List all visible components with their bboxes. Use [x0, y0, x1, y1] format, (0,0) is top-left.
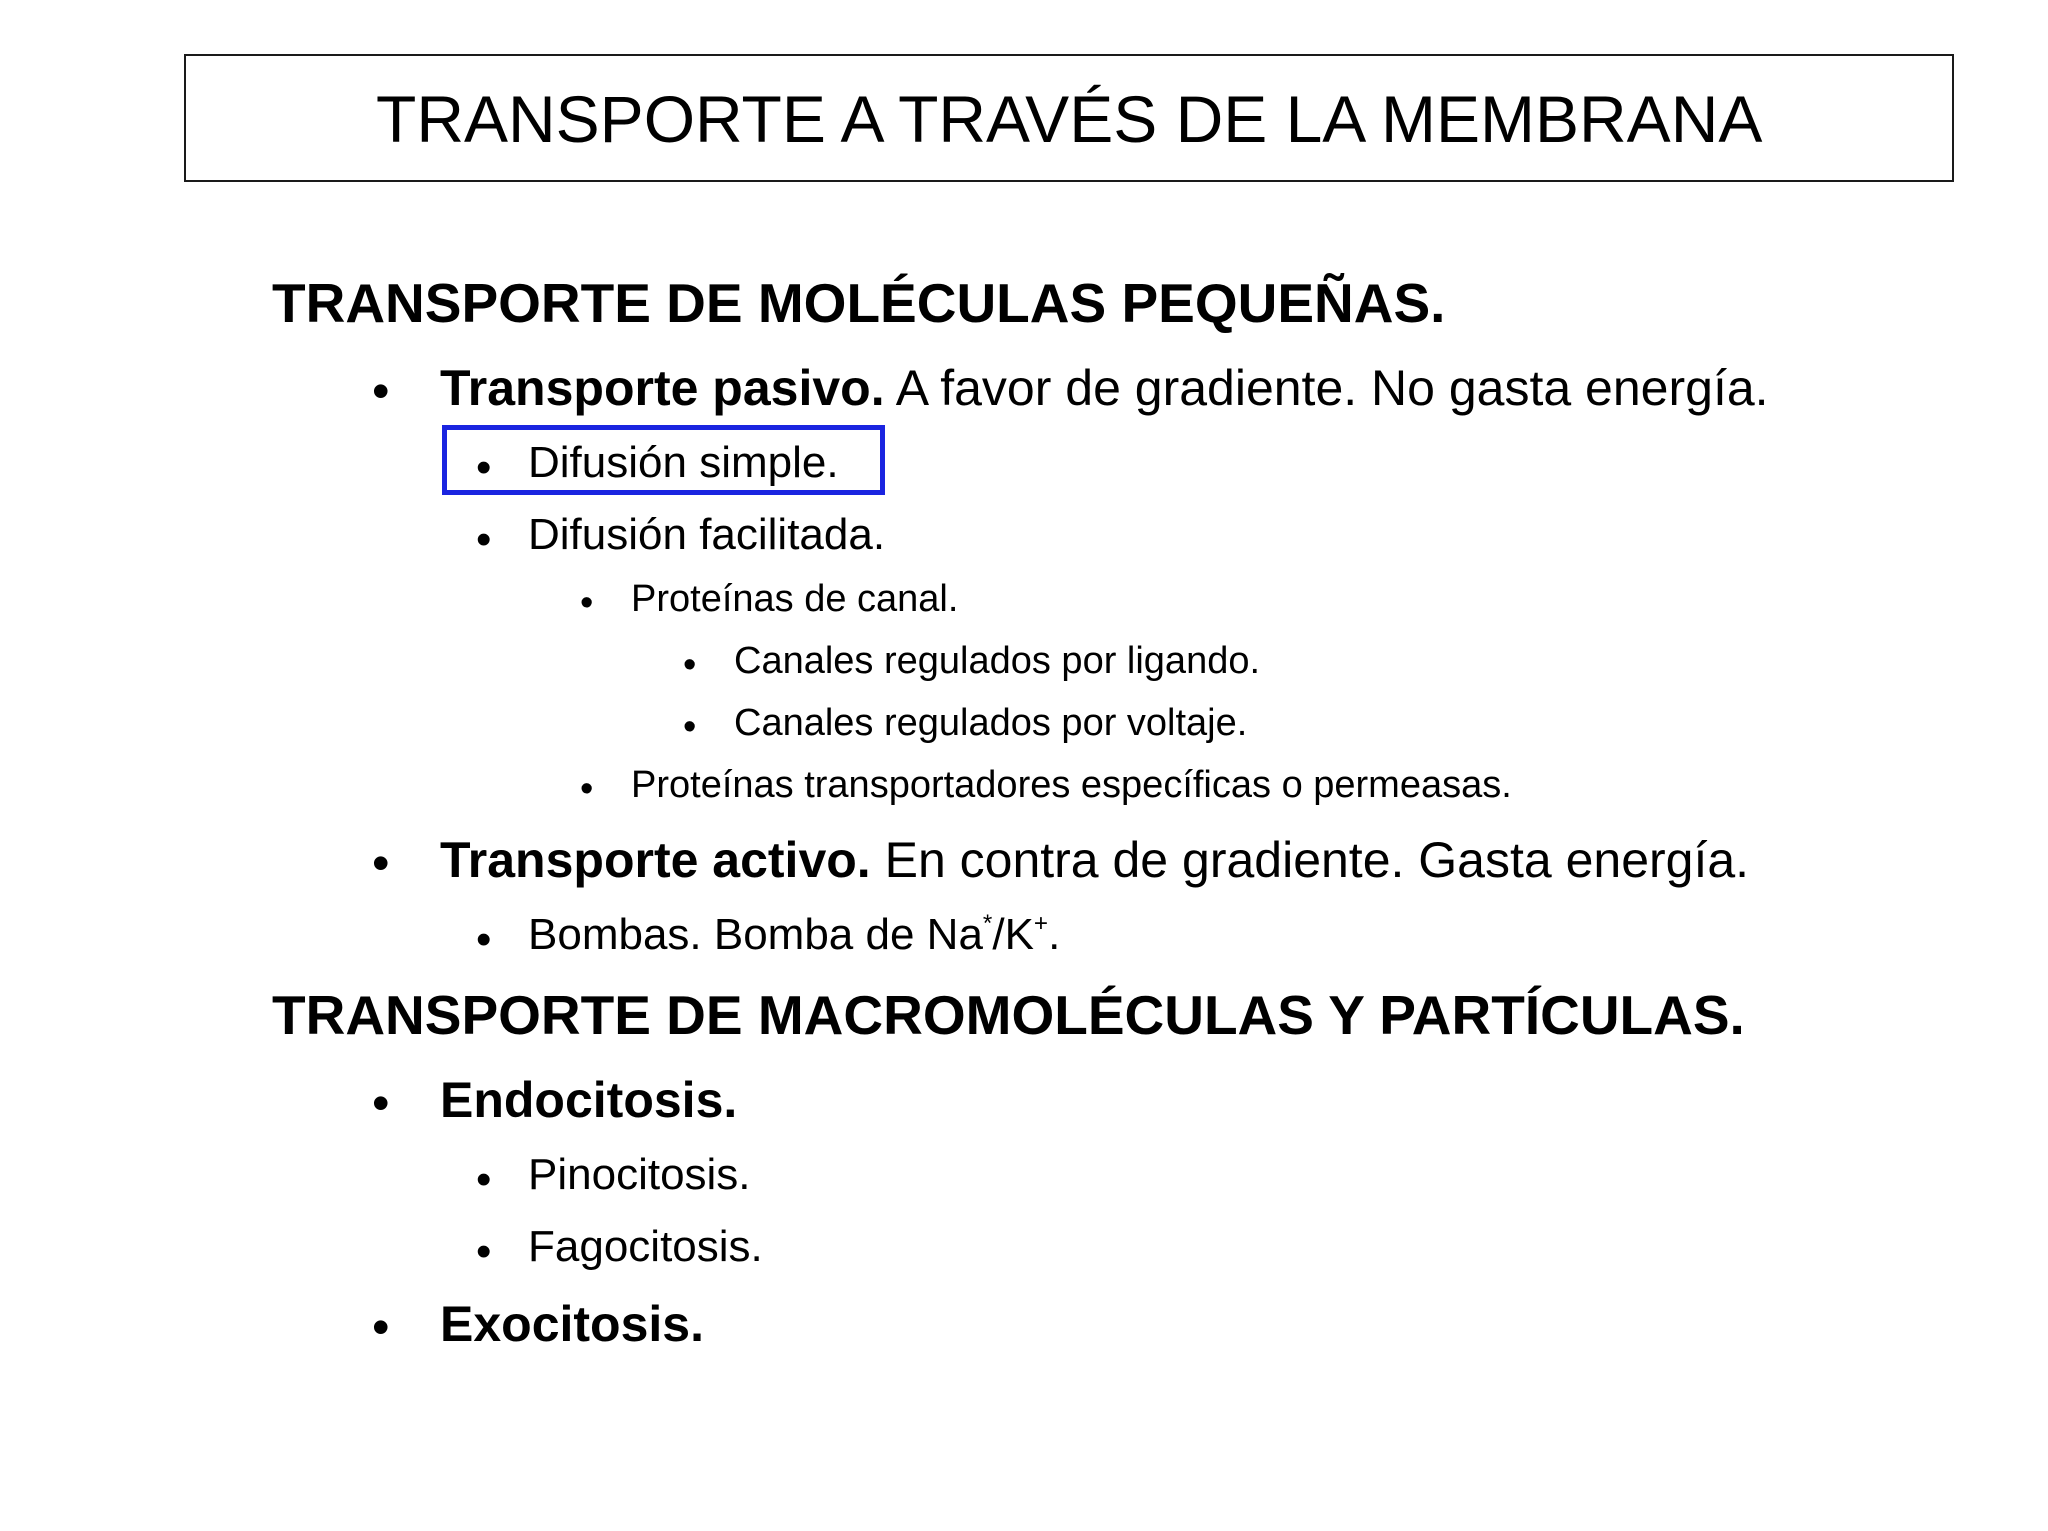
- bullet-ligand-gated: •: [683, 644, 697, 686]
- bullet-pinocytosis: •: [476, 1155, 492, 1204]
- ligand-gated-channels-item: Canales regulados por ligando.: [734, 640, 1261, 682]
- slide-title: TRANSPORTE A TRAVÉS DE LA MEMBRANA: [376, 82, 1763, 156]
- voltage-gated-channels-item: Canales regulados por voltaje.: [734, 702, 1248, 744]
- bullet-passive: •: [372, 363, 390, 419]
- bullet-simple-diffusion: •: [476, 443, 492, 492]
- simple-diffusion-item: Difusión simple.: [528, 438, 839, 487]
- bullet-pumps: •: [476, 915, 492, 964]
- bullet-channel-proteins: •: [580, 582, 594, 624]
- passive-transport-item: [440, 360, 1769, 416]
- facilitated-diffusion-item: Difusión facilitada.: [528, 510, 886, 559]
- section-heading-macromolecules: TRANSPORTE DE MACROMOLÉCULAS Y PARTÍCULAS.: [272, 984, 1745, 1046]
- phagocytosis-item: Fagocitosis.: [528, 1222, 763, 1271]
- passive-transport-label: Transporte pasivo.: [440, 360, 885, 416]
- active-transport-desc: En contra de gradiente. Gasta energía.: [870, 832, 1750, 888]
- permeases-item: Proteínas transportadores específicas o permeasas.: [631, 764, 1512, 806]
- pumps-suffix: .: [1048, 910, 1061, 959]
- channel-proteins-item: Proteínas de canal.: [631, 578, 959, 620]
- active-transport-item: [440, 832, 1750, 888]
- bullet-voltage-gated: •: [683, 706, 697, 748]
- bullet-facilitated-diffusion: •: [476, 515, 492, 564]
- pumps-sup-star: *: [982, 909, 993, 937]
- bullet-phagocytosis: •: [476, 1227, 492, 1276]
- bullet-permeases: •: [580, 768, 594, 810]
- passive-transport-desc: A favor de gradiente. No gasta energía.: [884, 360, 1769, 416]
- pumps-sup-plus: +: [1033, 909, 1049, 937]
- exocytosis-item: Exocitosis.: [440, 1296, 704, 1352]
- endocytosis-item: Endocitosis.: [440, 1072, 738, 1128]
- bullet-active: •: [372, 835, 390, 891]
- active-transport-label: Transporte activo.: [440, 832, 871, 888]
- pumps-prefix: Bombas. Bomba de Na: [528, 910, 983, 959]
- section-heading-small-molecules: TRANSPORTE DE MOLÉCULAS PEQUEÑAS.: [272, 272, 1446, 334]
- pinocytosis-item: Pinocitosis.: [528, 1150, 751, 1199]
- pumps-item: [528, 909, 1061, 959]
- bullet-endocytosis: •: [372, 1075, 390, 1131]
- title-box: [184, 54, 1954, 182]
- pumps-mid: /K: [992, 910, 1034, 959]
- bullet-exocytosis: •: [372, 1299, 390, 1355]
